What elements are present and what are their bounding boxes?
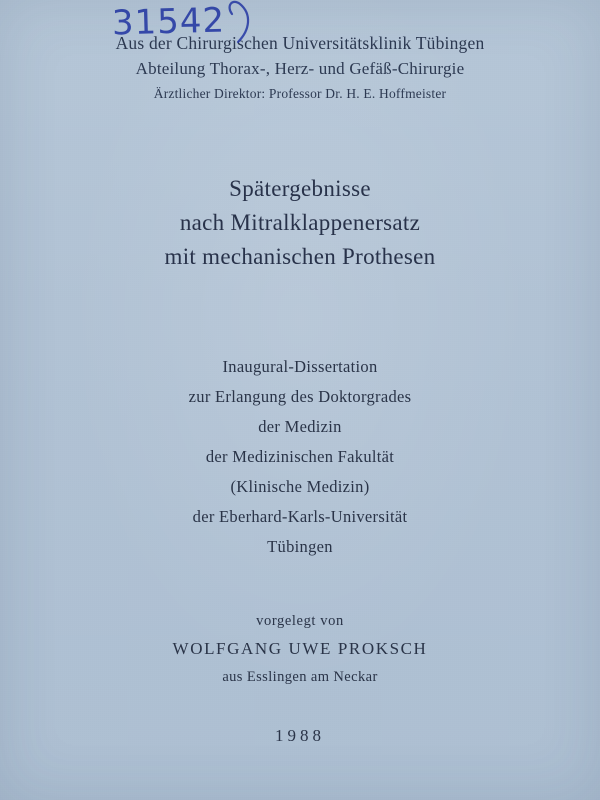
handwritten-archive-number: 31542 [111,0,226,44]
title-line-3: mit mechanischen Prothesen [164,244,436,269]
dissertation-line-2: zur Erlangung des Doktorgrades [188,387,412,406]
dissertation-block [0,352,600,562]
publication-year: 1988 [275,726,325,745]
dissertation-line-4: der Medizinischen Fakultät [205,447,395,466]
institution-block [0,30,600,106]
institution-line-2: Abteilung Thorax-, Herz- und Gefäß-Chirurgie [135,59,465,78]
institution-line-3: Ärztlicher Direktor: Professor Dr. H. E. Hoffmeister [153,86,447,101]
dissertation-line-7: Tübingen [267,537,333,556]
title-line-1: Spätergebnisse [229,176,371,201]
author-name: WOLFGANG UWE PROKSCH [172,639,428,658]
submitted-by-label: vorgelegt von [256,613,344,629]
dissertation-line-1: Inaugural-Dissertation [222,357,378,376]
institution-line-1: Aus der Chirurgischen Universitätsklinik Tübingen [115,33,485,53]
title-line-2: nach Mitralklappenersatz [179,210,421,235]
dissertation-line-5: (Klinische Medizin) [230,477,370,496]
author-origin: aus Esslingen am Neckar [222,669,378,685]
author-block [0,608,600,690]
dissertation-line-6: der Eberhard-Karls-Universität [192,507,408,526]
document-title [0,172,600,274]
dissertation-line-3: der Medizin [258,417,342,436]
